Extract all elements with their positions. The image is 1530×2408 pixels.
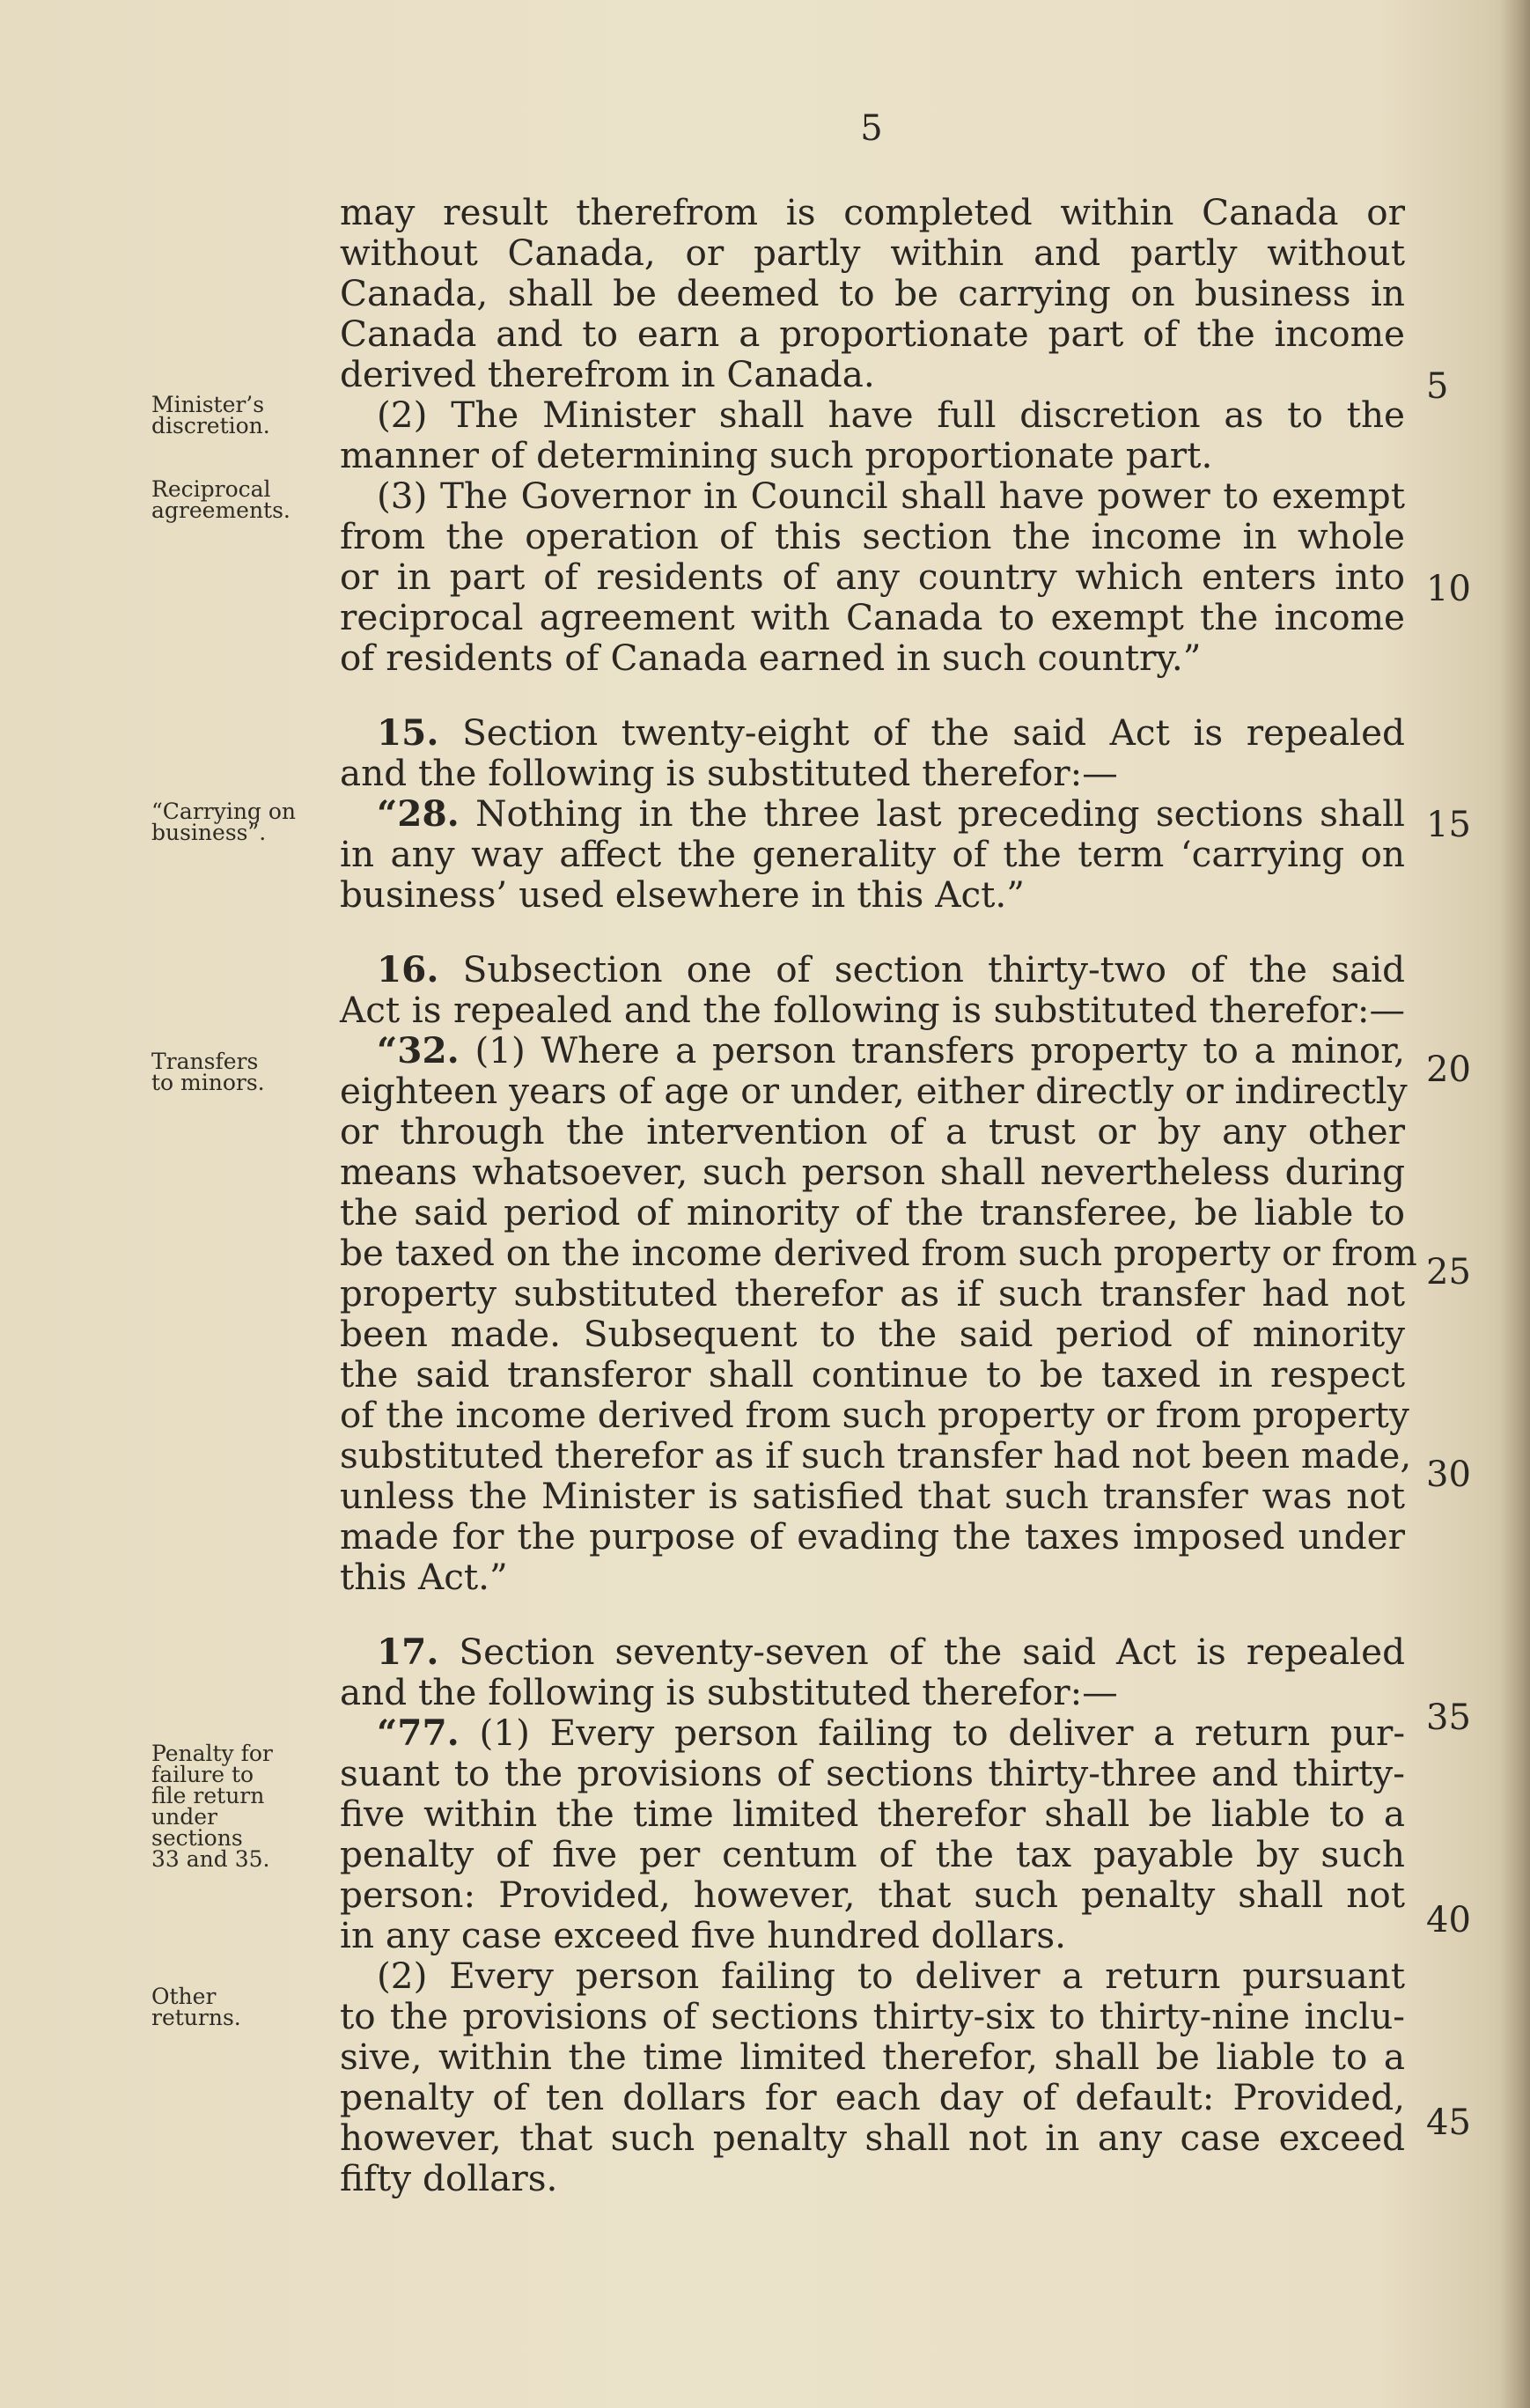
section-number: 15. <box>377 711 439 754</box>
section-number: “77. <box>377 1712 460 1754</box>
line-number: 15 <box>1426 805 1471 845</box>
text-line: however, that such penalty shall not in any case exceed <box>340 2117 1405 2159</box>
page-number: 5 <box>860 108 883 149</box>
text-line: and the following is substituted therefor:— <box>340 752 1118 794</box>
line-number: 10 <box>1426 569 1471 609</box>
body-text <box>340 191 1417 2199</box>
text-line: be taxed on the income derived from such property or from <box>340 1232 1417 1274</box>
text-line: the said period of minority of the transferee, be liable to <box>340 1191 1405 1233</box>
text-line: eighteen years of age or under, either directly or indirectly <box>340 1070 1408 1112</box>
text-line: fifty dollars. <box>340 2157 558 2199</box>
text-line: means whatsoever, such person shall nevertheless during <box>340 1151 1405 1193</box>
section-number: “32. <box>377 1029 460 1071</box>
text-line: may result therefrom is completed within Canada or <box>340 191 1405 233</box>
text-line: person: Provided, however, that such penalty shall not <box>340 1874 1405 1916</box>
line-number: 25 <box>1426 1252 1471 1292</box>
section-number: 17. <box>377 1631 439 1673</box>
margin-note-other-returns: Other returns. <box>151 1984 241 2030</box>
margin-note-penalty-for-failure: Penalty for failure to file return under sections 33 and 35. <box>151 1741 273 1872</box>
margin-note-transfers-to-minors: Transfers to minors. <box>151 1049 265 1095</box>
text-line: (3) The Governor in Council shall have power to exempt <box>377 475 1405 517</box>
line-number: 40 <box>1426 1900 1471 1940</box>
text-line: from the operation of this section the income in whole <box>340 515 1405 557</box>
text-line: Canada, shall be deemed to be carrying on business in <box>340 272 1405 314</box>
text-line: Nothing in the three last preceding sections shall <box>475 792 1406 835</box>
text-line: made for the purpose of evading the taxes imposed under <box>340 1515 1405 1557</box>
text-line: business’ used elsewhere in this Act.” <box>340 873 1026 916</box>
text-line: Subsection one of section thirty-two of the said <box>462 948 1405 990</box>
line-number: 35 <box>1426 1697 1471 1738</box>
text-line: unless the Minister is satisfied that such transfer was not <box>340 1475 1405 1517</box>
margin-note-reciprocal-agreements: Reciprocal agreements. <box>151 476 291 523</box>
section-15-first-line <box>340 712 1405 753</box>
page-edge-shadow <box>1500 0 1530 2408</box>
text-line: been made. Subsequent to the said period of minority <box>340 1313 1405 1355</box>
text-line: Canada and to earn a proportionate part of the income <box>340 313 1405 355</box>
section-28-first-line <box>340 793 1405 834</box>
text-line: Section seventy-seven of the said Act is repealed <box>459 1631 1406 1673</box>
text-line: (2) The Minister shall have full discretion as to the <box>377 394 1405 436</box>
section-number: “28. <box>377 792 460 835</box>
text-line: manner of determining such proportionate part. <box>340 434 1213 476</box>
line-number: 30 <box>1426 1454 1471 1495</box>
section-number: 16. <box>377 948 439 990</box>
section-17-first-line <box>340 1631 1405 1672</box>
text-line: penalty of ten dollars for each day of default: Provided, <box>340 2076 1405 2118</box>
text-line: to the provisions of sections thirty-six to thirty-nine inclu- <box>340 1995 1405 2037</box>
section-32-first-line <box>340 1030 1405 1071</box>
text-line: of the income derived from such property or from property <box>340 1394 1409 1436</box>
text-line: five within the time limited therefor shall be liable to a <box>340 1793 1405 1835</box>
text-line: in any way affect the generality of the term ‘carrying on <box>340 833 1405 875</box>
text-line: without Canada, or partly within and partly without <box>340 232 1405 274</box>
text-line: or in part of residents of any country which enters into <box>340 556 1405 598</box>
margin-note-carrying-on-business: “Carrying on business”. <box>151 799 297 845</box>
text-line: Act is repealed and the following is substituted therefor:— <box>340 989 1405 1031</box>
line-number: 5 <box>1426 366 1449 407</box>
text-line: this Act.” <box>340 1556 508 1598</box>
text-line: or through the intervention of a trust or by any other <box>340 1110 1405 1152</box>
text-line: penalty of five per centum of the tax payable by such <box>340 1833 1405 1875</box>
section-16-first-line <box>340 949 1405 990</box>
text-line: (1) Where a person transfers property to a minor, <box>474 1029 1405 1071</box>
text-line: of residents of Canada earned in such country.” <box>340 637 1202 679</box>
text-line: in any case exceed five hundred dollars. <box>340 1914 1066 1956</box>
text-line: derived therefrom in Canada. <box>340 353 875 395</box>
text-line: sive, within the time limited therefor, shall be liable to a <box>340 2036 1405 2078</box>
section-77-first-line <box>340 1712 1405 1753</box>
text-line: and the following is substituted therefor:— <box>340 1671 1118 1713</box>
text-line: reciprocal agreement with Canada to exempt the income <box>340 596 1405 638</box>
text-line: the said transferor shall continue to be taxed in respect <box>340 1353 1405 1395</box>
text-line: property substituted therefor as if such transfer had not <box>340 1272 1405 1314</box>
margin-note-ministers-discretion: Minister’s discretion. <box>151 392 270 438</box>
text-line: (1) Every person failing to deliver a return pur- <box>479 1712 1406 1754</box>
line-number: 45 <box>1426 2102 1471 2143</box>
text-line: substituted therefor as if such transfer had not been made, <box>340 1434 1412 1476</box>
text-line: Section twenty-eight of the said Act is repealed <box>462 711 1405 754</box>
line-number: 20 <box>1426 1049 1471 1090</box>
text-line: (2) Every person failing to deliver a return pursuant <box>377 1955 1405 1997</box>
text-line: suant to the provisions of sections thirty-three and thirty- <box>340 1752 1405 1794</box>
